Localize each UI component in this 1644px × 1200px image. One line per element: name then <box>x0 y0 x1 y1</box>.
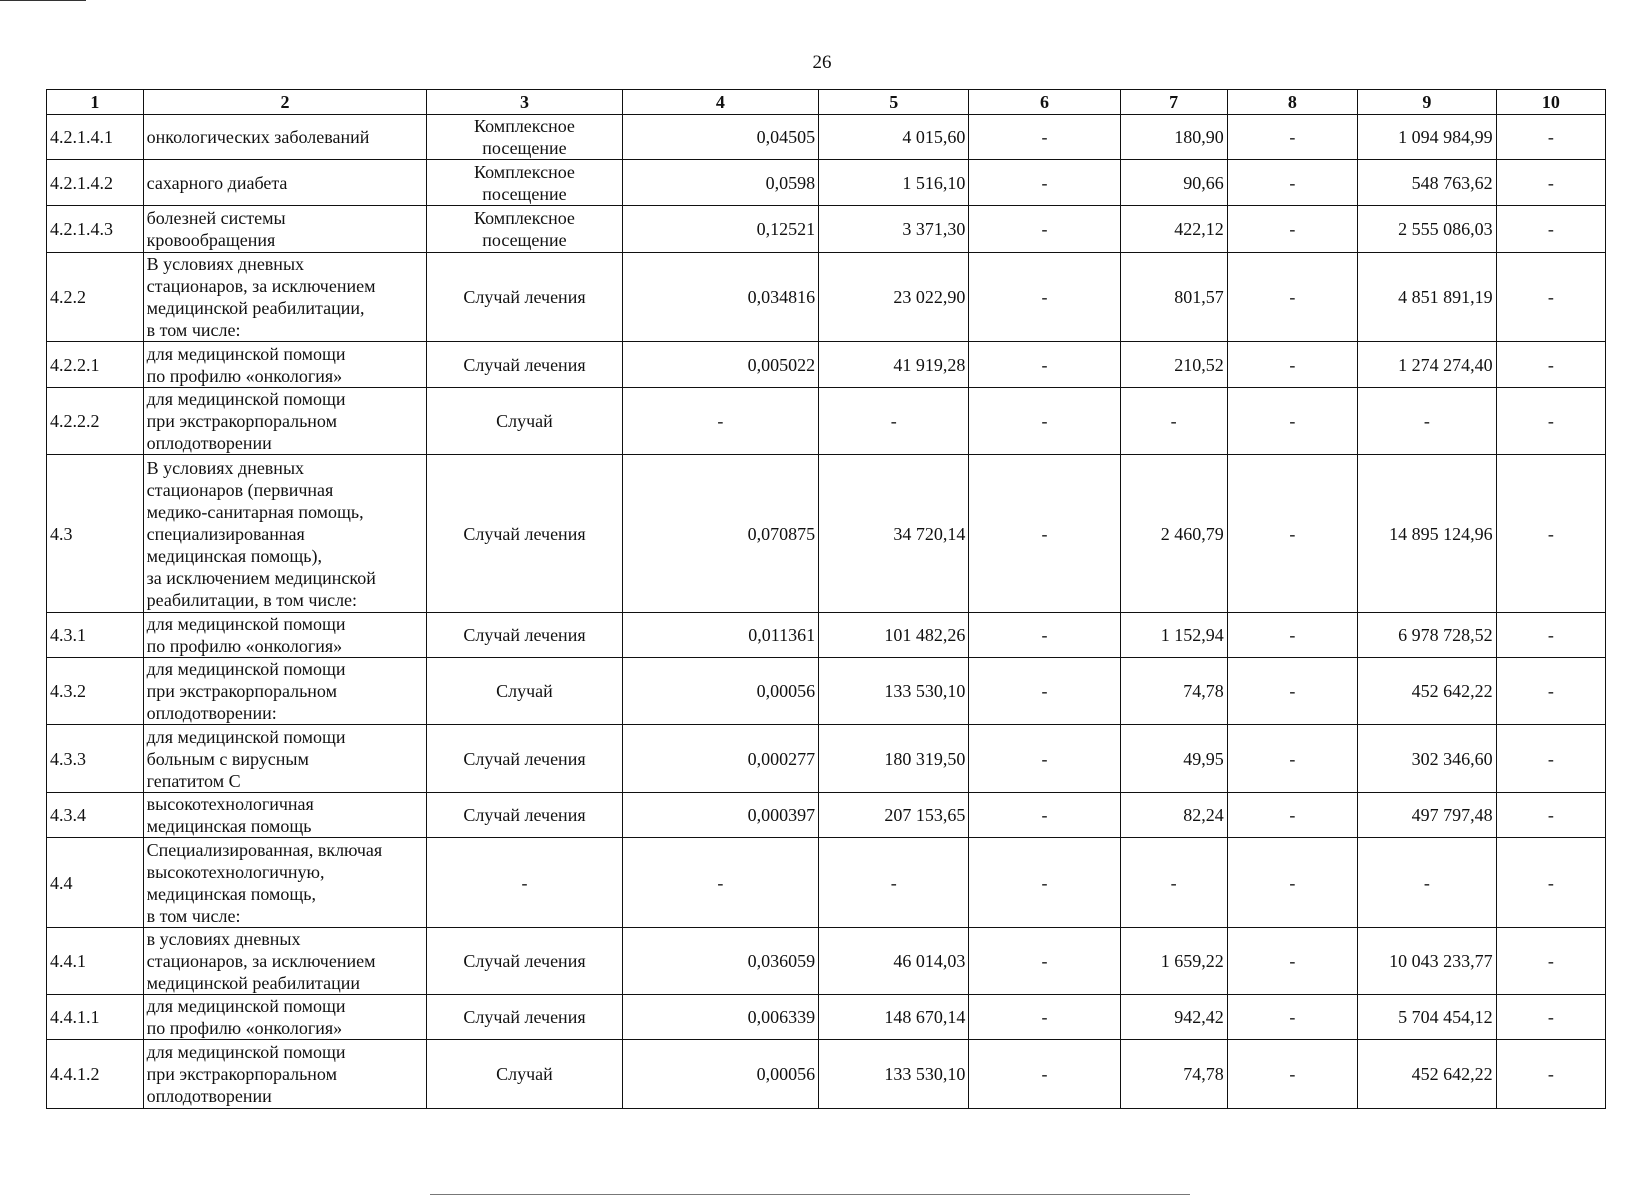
row-name-line: оплодотворении <box>146 433 272 453</box>
row-unit-line: Случай лечения <box>463 523 586 544</box>
cell-c7: - <box>1120 388 1227 455</box>
row-unit-line: Случай лечения <box>463 625 586 645</box>
table-row <box>47 342 1606 388</box>
row-name-line: по профилю «онкология» <box>146 1018 343 1038</box>
row-unit <box>427 160 622 206</box>
cell-c7: 90,66 <box>1120 160 1227 206</box>
column-header: 5 <box>819 90 969 115</box>
cell-c8: - <box>1227 115 1357 160</box>
cell-c5: 133 530,10 <box>819 1040 969 1109</box>
row-code: 4.4.1.2 <box>47 1040 144 1109</box>
row-name-line: высокотехнологичная <box>146 794 314 814</box>
row-name-line: медицинской реабилитации <box>146 973 361 993</box>
row-name <box>143 206 427 253</box>
cell-c5: - <box>819 838 969 928</box>
row-unit <box>427 206 622 253</box>
row-name-line: гепатитом С <box>146 770 241 791</box>
cell-c4: 0,034816 <box>622 253 818 342</box>
row-unit-line: посещение <box>482 230 567 250</box>
row-unit <box>427 658 622 725</box>
cell-c4: - <box>622 838 818 928</box>
cell-c10: - <box>1496 115 1605 160</box>
row-name-line: для медицинской помощи <box>146 996 346 1016</box>
cell-c5: 180 319,50 <box>819 725 969 793</box>
table-body <box>47 115 1606 1109</box>
cell-c6: - <box>969 160 1120 206</box>
cell-c9: 452 642,22 <box>1358 658 1497 725</box>
row-name-line: для медицинской помощи <box>146 343 346 364</box>
cell-c5: 46 014,03 <box>819 928 969 995</box>
cell-c6: - <box>969 253 1120 342</box>
cell-c8: - <box>1227 160 1357 206</box>
cell-c5: 148 670,14 <box>819 995 969 1040</box>
row-unit <box>427 928 622 995</box>
row-code: 4.3.3 <box>47 725 144 793</box>
row-name <box>143 253 427 342</box>
row-name-line: за исключением медицинской <box>146 567 376 588</box>
cell-c6: - <box>969 995 1120 1040</box>
cell-c8: - <box>1227 342 1357 388</box>
row-name-line: Специализированная, включая <box>146 839 383 860</box>
row-name-line: по профилю «онкология» <box>146 365 343 386</box>
row-name-line: онкологических заболеваний <box>146 127 370 147</box>
cell-c10: - <box>1496 838 1605 928</box>
cell-c6: - <box>969 613 1120 658</box>
table-row <box>47 928 1606 995</box>
row-name-line: в том числе: <box>146 905 241 926</box>
row-name-line: медико-санитарная помощь, <box>146 501 364 522</box>
cell-c4: 0,00056 <box>622 658 818 725</box>
cell-c10: - <box>1496 206 1605 253</box>
cell-c9: 5 704 454,12 <box>1358 995 1497 1040</box>
table-row <box>47 995 1606 1040</box>
row-name <box>143 838 427 928</box>
row-name-line: по профилю «онкология» <box>146 636 343 656</box>
row-name-line: кровообращения <box>146 230 276 250</box>
cell-c8: - <box>1227 253 1357 342</box>
cell-c8: - <box>1227 658 1357 725</box>
row-unit-line: посещение <box>482 183 567 204</box>
cell-c10: - <box>1496 995 1605 1040</box>
cell-c5: 3 371,30 <box>819 206 969 253</box>
cell-c4: 0,000397 <box>622 793 818 838</box>
cell-c9: 548 763,62 <box>1358 160 1497 206</box>
row-name-line: для медицинской помощи <box>146 1042 346 1062</box>
column-header: 1 <box>47 90 144 115</box>
row-unit-line: Случай <box>496 681 553 701</box>
row-unit <box>427 115 622 160</box>
row-name <box>143 388 427 455</box>
row-name-line: при экстракорпоральном <box>146 411 337 431</box>
cell-c6: - <box>969 455 1120 613</box>
row-unit <box>427 725 622 793</box>
cell-c8: - <box>1227 455 1357 613</box>
row-name-line: стационаров (первичная <box>146 479 334 500</box>
row-name-line: медицинская помощь, <box>146 883 316 904</box>
cell-c4: 0,0598 <box>622 160 818 206</box>
cell-c7: 801,57 <box>1120 253 1227 342</box>
cell-c4: 0,000277 <box>622 725 818 793</box>
column-header: 7 <box>1120 90 1227 115</box>
cell-c7: - <box>1120 838 1227 928</box>
row-code: 4.4 <box>47 838 144 928</box>
row-code: 4.2.2 <box>47 253 144 342</box>
cell-c7: 74,78 <box>1120 658 1227 725</box>
row-unit-line: - <box>521 872 528 893</box>
cell-c10: - <box>1496 253 1605 342</box>
row-unit <box>427 1040 622 1109</box>
row-name <box>143 658 427 725</box>
row-code: 4.3.4 <box>47 793 144 838</box>
cell-c9: 302 346,60 <box>1358 725 1497 793</box>
cell-c8: - <box>1227 838 1357 928</box>
top-rule <box>0 0 86 1</box>
row-name-line: сахарного диабета <box>146 172 288 193</box>
cell-c7: 49,95 <box>1120 725 1227 793</box>
cell-c5: - <box>819 388 969 455</box>
cell-c5: 41 919,28 <box>819 342 969 388</box>
row-name-line: в условиях дневных <box>146 929 301 949</box>
row-name-line: при экстракорпоральном <box>146 681 337 701</box>
row-name <box>143 455 427 613</box>
cell-c5: 133 530,10 <box>819 658 969 725</box>
cell-c6: - <box>969 725 1120 793</box>
cell-c8: - <box>1227 793 1357 838</box>
cell-c6: - <box>969 838 1120 928</box>
cell-c9: 14 895 124,96 <box>1358 455 1497 613</box>
row-name <box>143 160 427 206</box>
row-name-line: для медицинской помощи <box>146 389 346 409</box>
row-unit <box>427 838 622 928</box>
cell-c8: - <box>1227 613 1357 658</box>
table-row <box>47 160 1606 206</box>
cell-c10: - <box>1496 342 1605 388</box>
row-name <box>143 613 427 658</box>
cell-c10: - <box>1496 388 1605 455</box>
cell-c7: 180,90 <box>1120 115 1227 160</box>
table-row <box>47 725 1606 793</box>
header-row <box>47 90 1606 115</box>
cell-c4: 0,070875 <box>622 455 818 613</box>
row-name-line: медицинская помощь), <box>146 545 322 566</box>
cell-c7: 74,78 <box>1120 1040 1227 1109</box>
cell-c7: 210,52 <box>1120 342 1227 388</box>
row-name-line: В условиях дневных <box>146 254 305 274</box>
cell-c10: - <box>1496 725 1605 793</box>
row-code: 4.3 <box>47 455 144 613</box>
row-unit-line: Комплексное <box>474 208 575 228</box>
row-name-line: стационаров, за исключением <box>146 951 376 971</box>
cell-c9: 2 555 086,03 <box>1358 206 1497 253</box>
row-unit <box>427 613 622 658</box>
row-unit-line: Случай <box>496 411 553 431</box>
cell-c7: 1 659,22 <box>1120 928 1227 995</box>
cell-c10: - <box>1496 613 1605 658</box>
row-unit-line: посещение <box>482 138 567 158</box>
row-unit-line: Случай лечения <box>463 1007 586 1027</box>
row-code: 4.4.1 <box>47 928 144 995</box>
row-name-line: реабилитации, в том числе: <box>146 589 358 610</box>
row-name-line: стационаров, за исключением <box>146 276 376 296</box>
column-header: 3 <box>427 90 622 115</box>
row-name-line: высокотехнологичную, <box>146 861 325 882</box>
row-name-line: оплодотворении <box>146 1086 272 1106</box>
row-unit-line: Случай лечения <box>463 805 586 825</box>
table-row <box>47 115 1606 160</box>
cell-c9: 4 851 891,19 <box>1358 253 1497 342</box>
row-name <box>143 725 427 793</box>
cell-c6: - <box>969 206 1120 253</box>
cell-c5: 4 015,60 <box>819 115 969 160</box>
cell-c8: - <box>1227 388 1357 455</box>
cell-c5: 207 153,65 <box>819 793 969 838</box>
row-name-line: медицинская помощь <box>146 816 312 836</box>
row-name <box>143 995 427 1040</box>
row-code: 4.2.2.2 <box>47 388 144 455</box>
table-row <box>47 793 1606 838</box>
row-unit <box>427 342 622 388</box>
row-unit-line: Комплексное <box>474 161 575 182</box>
cell-c10: - <box>1496 793 1605 838</box>
cell-c7: 1 152,94 <box>1120 613 1227 658</box>
row-name-line: болезней системы <box>146 208 286 228</box>
row-unit <box>427 455 622 613</box>
row-unit-line: Случай лечения <box>463 287 586 307</box>
cell-c9: - <box>1358 388 1497 455</box>
cell-c4: 0,04505 <box>622 115 818 160</box>
tariff-table <box>46 89 1606 1109</box>
table-row <box>47 838 1606 928</box>
row-name-line: для медицинской помощи <box>146 659 346 679</box>
row-name-line: в том числе: <box>146 320 241 340</box>
cell-c4: 0,006339 <box>622 995 818 1040</box>
cell-c8: - <box>1227 206 1357 253</box>
table-row <box>47 1040 1606 1109</box>
cell-c6: - <box>969 342 1120 388</box>
cell-c5: 34 720,14 <box>819 455 969 613</box>
cell-c9: 6 978 728,52 <box>1358 613 1497 658</box>
column-header: 6 <box>969 90 1120 115</box>
column-header: 2 <box>143 90 427 115</box>
cell-c7: 942,42 <box>1120 995 1227 1040</box>
cell-c8: - <box>1227 995 1357 1040</box>
cell-c4: 0,005022 <box>622 342 818 388</box>
row-name-line: В условиях дневных <box>146 457 305 478</box>
cell-c9: 452 642,22 <box>1358 1040 1497 1109</box>
cell-c9: 1 274 274,40 <box>1358 342 1497 388</box>
cell-c6: - <box>969 1040 1120 1109</box>
bottom-rule <box>430 1194 1190 1195</box>
table-row <box>47 658 1606 725</box>
page-number: 26 <box>812 52 832 73</box>
cell-c7: 2 460,79 <box>1120 455 1227 613</box>
cell-c6: - <box>969 388 1120 455</box>
cell-c8: - <box>1227 1040 1357 1109</box>
row-name <box>143 342 427 388</box>
cell-c5: 1 516,10 <box>819 160 969 206</box>
cell-c4: 0,036059 <box>622 928 818 995</box>
cell-c5: 23 022,90 <box>819 253 969 342</box>
row-unit-line: Комплексное <box>474 116 575 136</box>
cell-c9: 497 797,48 <box>1358 793 1497 838</box>
row-unit <box>427 388 622 455</box>
cell-c4: 0,12521 <box>622 206 818 253</box>
row-unit-line: Случай лечения <box>463 748 586 769</box>
table-row <box>47 455 1606 613</box>
cell-c10: - <box>1496 1040 1605 1109</box>
row-unit-line: Случай лечения <box>463 951 586 971</box>
row-name-line: больным с вирусным <box>146 748 309 769</box>
cell-c10: - <box>1496 928 1605 995</box>
row-code: 4.2.1.4.2 <box>47 160 144 206</box>
table-row <box>47 253 1606 342</box>
row-unit <box>427 995 622 1040</box>
row-name-line: для медицинской помощи <box>146 614 346 634</box>
cell-c10: - <box>1496 160 1605 206</box>
cell-c4: - <box>622 388 818 455</box>
cell-c6: - <box>969 928 1120 995</box>
table-row <box>47 613 1606 658</box>
row-unit <box>427 253 622 342</box>
table-row <box>47 388 1606 455</box>
column-header: 10 <box>1496 90 1605 115</box>
row-code: 4.3.1 <box>47 613 144 658</box>
cell-c4: 0,00056 <box>622 1040 818 1109</box>
row-unit-line: Случай <box>496 1064 553 1084</box>
column-header: 4 <box>622 90 818 115</box>
row-code: 4.4.1.1 <box>47 995 144 1040</box>
row-name <box>143 928 427 995</box>
row-code: 4.2.2.1 <box>47 342 144 388</box>
row-unit-line: Случай лечения <box>463 354 586 375</box>
row-code: 4.3.2 <box>47 658 144 725</box>
row-name <box>143 115 427 160</box>
row-name <box>143 793 427 838</box>
cell-c10: - <box>1496 455 1605 613</box>
cell-c6: - <box>969 793 1120 838</box>
cell-c9: 10 043 233,77 <box>1358 928 1497 995</box>
cell-c6: - <box>969 115 1120 160</box>
cell-c9: - <box>1358 838 1497 928</box>
cell-c4: 0,011361 <box>622 613 818 658</box>
row-name <box>143 1040 427 1109</box>
table-row <box>47 206 1606 253</box>
cell-c9: 1 094 984,99 <box>1358 115 1497 160</box>
cell-c7: 422,12 <box>1120 206 1227 253</box>
cell-c10: - <box>1496 658 1605 725</box>
cell-c7: 82,24 <box>1120 793 1227 838</box>
column-header: 9 <box>1358 90 1497 115</box>
row-name-line: специализированная <box>146 523 305 544</box>
row-name-line: для медицинской помощи <box>146 726 346 747</box>
row-name-line: при экстракорпоральном <box>146 1064 337 1084</box>
cell-c8: - <box>1227 725 1357 793</box>
cell-c8: - <box>1227 928 1357 995</box>
row-code: 4.2.1.4.3 <box>47 206 144 253</box>
cell-c6: - <box>969 658 1120 725</box>
row-unit <box>427 793 622 838</box>
cell-c5: 101 482,26 <box>819 613 969 658</box>
row-name-line: оплодотворении: <box>146 703 277 723</box>
column-header: 8 <box>1227 90 1357 115</box>
row-code: 4.2.1.4.1 <box>47 115 144 160</box>
row-name-line: медицинской реабилитации, <box>146 298 365 318</box>
